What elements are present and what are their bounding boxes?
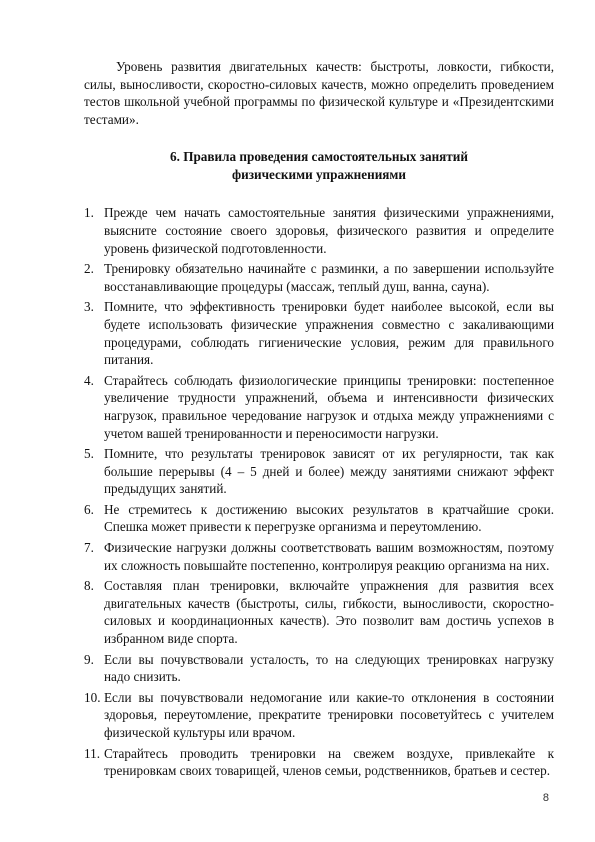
section-heading-line-1: 6. Правила проведения самостоятельных занятий [170,149,468,165]
list-item [84,745,554,780]
list-item [84,689,554,742]
list-item-text: Если вы почувствовали усталость, то на следующих тренировках нагрузку надо снизить. [104,651,554,685]
list-item-number: 1. [84,205,94,221]
list-item-number: 4. [84,372,94,388]
list-item [84,577,554,647]
list-item [84,204,554,257]
list-item [84,445,554,498]
list-item-text: Помните, что результаты тренировок зависят от их регулярности, так как большие перерывы (4 – 5 дней и более) между занятиями снижают эффект предыдущих занятий. [104,446,554,497]
section-heading [84,148,554,184]
list-item-text: Помните, что эффективность тренировки будет наиболее высокой, если вы будете использовать физические упражнения совместно с закаливающими процедурами, соблюдать гигиенические условия, режим для правильного питания. [104,299,554,368]
list-item-text: Прежде чем начать самостоятельные занятия физическими упражнениями, выясните состояние своего здоровья, физического развития и определите уровень физической подготовленности. [104,205,554,256]
section-heading-line-2: физическими упражнениями [231,167,407,183]
list-item [84,651,554,686]
list-item-text: Тренировку обязательно начинайте с разминки, а по завершении используйте восстанавливающие процедуры (массаж, теплый душ, ванна, сауна). [104,261,554,294]
list-item-number: 2. [84,261,94,277]
page-content [84,58,554,783]
list-item [84,539,554,574]
page-number: 8 [542,792,549,804]
list-item-text: Не стремитесь к достижению высоких результатов в кратчайшие сроки. Спешка может привести к перегрузке организма и переутомлению. [104,501,554,535]
list-item [84,260,554,295]
list-item [84,501,554,536]
list-item-number: 6. [84,501,94,517]
list-item [84,372,554,442]
list-item-number: 11. [84,745,100,761]
list-item-number: 7. [84,540,94,556]
list-item-text: Физические нагрузки должны соответствовать вашим возможностям, поэтому их сложность повышайте постепенно, контролируя реакцию организма на них. [104,540,554,573]
list-item-number: 9. [84,651,94,667]
list-item-number: 3. [84,299,94,315]
list-item-text: Составляя план тренировки, включайте упражнения для развития всех двигательных качеств (быстроты, силы, гибкости, выносливости, скоростно-силовых и координационных качеств). Это позволит вам достичь успехов в избранном виде спорта. [104,578,554,647]
rules-list [84,204,554,779]
list-item [84,298,554,368]
list-item-number: 10. [84,689,101,705]
intro-paragraph: Уровень развития двигательных качеств: быстроты, ловкости, гибкости, силы, выносливости, скоростно-силовых качеств, можно определить проведением тестов школьной учебной программы по физической культуре и «Президентскими тестами». [84,59,554,127]
list-item-number: 5. [84,446,94,462]
list-item-text: Старайтесь соблюдать физиологические принципы тренировки: постепенное увеличение трудности упражнений, объема и интенсивности физических нагрузок, правильное чередование нагрузок и отдыха между упражнениями с учетом вашей тренированности и переносимости нагрузки. [104,372,554,441]
list-item-number: 8. [84,578,94,594]
list-item-text: Если вы почувствовали недомогание или какие-то отклонения в состоянии здоровья, переутомление, прекратите тренировки посоветуйтесь с учителем физической культуры или врачом. [104,689,554,740]
list-item-text: Старайтесь проводить тренировки на свежем воздухе, привлекайте к тренировкам своих товарищей, членов семьи, родственников, братьев и сестер. [104,745,554,779]
